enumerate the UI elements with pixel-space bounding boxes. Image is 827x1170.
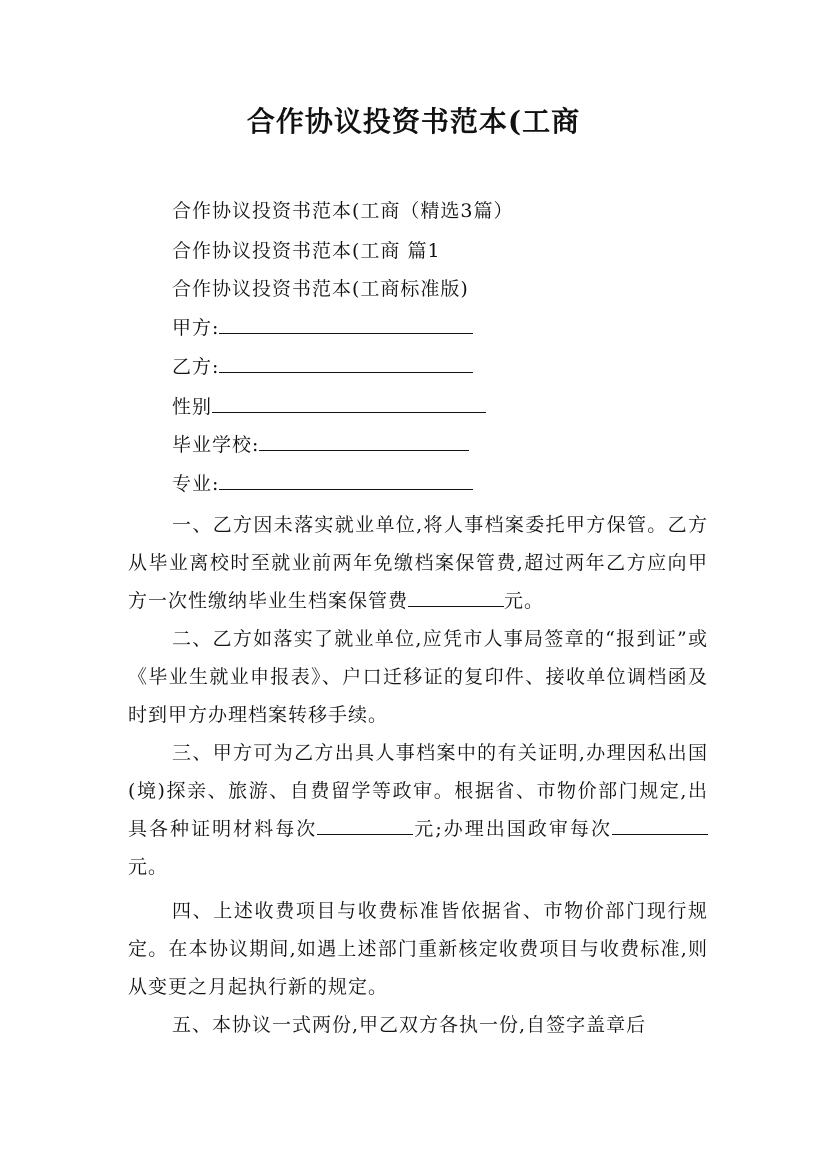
field-blank-party-a[interactable] [219, 315, 473, 334]
clause-3-text: 三、甲方可为乙方出具人事档案中的有关证明,办理因私出国(境)探亲、旅游、自费留学等政审。根据省、市物价部门规定,出具各种证明材料每次 [128, 742, 708, 840]
field-party-b [172, 354, 473, 380]
field-blank-school[interactable] [259, 432, 469, 451]
fee-blank-2[interactable] [317, 818, 413, 835]
header-line-2: 合作协议投资书范本(工商 篇1 [172, 240, 441, 262]
header-line-3: 合作协议投资书范本(工商标准版) [172, 278, 469, 300]
field-label: 乙方: [172, 356, 220, 378]
document-title: 合作协议投资书范本(工商 [246, 105, 581, 138]
clause-5: 五、本协议一式两份,甲乙双方各执一份,自签字盖章后 [172, 1014, 647, 1036]
clause-1 [128, 506, 708, 620]
header-line-1: 合作协议投资书范本(工商（精选3篇） [172, 200, 514, 222]
clause-4: 四、上述收费项目与收费标准皆依据省、市物价部门现行规定。在本协议期间,如遇上述部门重新核定收费项目与收费标准,则从变更之月起执行新的规定。 [128, 900, 708, 998]
field-party-a [172, 315, 473, 341]
field-label: 毕业学校: [172, 434, 260, 456]
field-blank-gender[interactable] [212, 394, 486, 413]
field-label: 性别 [172, 396, 213, 418]
field-school [172, 432, 469, 458]
field-blank-party-b[interactable] [219, 354, 473, 373]
clause-1-suffix: 元。 [504, 590, 545, 612]
field-label: 专业: [172, 473, 220, 495]
fee-blank-1[interactable] [408, 590, 504, 607]
field-gender [172, 394, 486, 420]
fee-blank-3[interactable] [612, 818, 708, 835]
clause-1-text: 一、乙方因未落实就业单位,将人事档案委托甲方保管。乙方从毕业离校时至就业前两年免缴档案保管费,超过两年乙方应向甲方一次性缴纳毕业生档案保管费 [128, 514, 708, 612]
field-blank-major[interactable] [219, 471, 473, 490]
field-label: 甲方: [172, 317, 220, 339]
clause-3 [128, 734, 708, 886]
clause-2: 二、乙方如落实了就业单位,应凭市人事局签章的“报到证”或《毕业生就业申报表》、户口迁移证的复印件、接收单位调档函及时到甲方办理档案转移手续。 [128, 628, 708, 726]
clause-3-suffix: 元。 [128, 856, 169, 878]
clause-3-mid: 元;办理出国政审每次 [413, 818, 612, 840]
field-major [172, 471, 473, 497]
